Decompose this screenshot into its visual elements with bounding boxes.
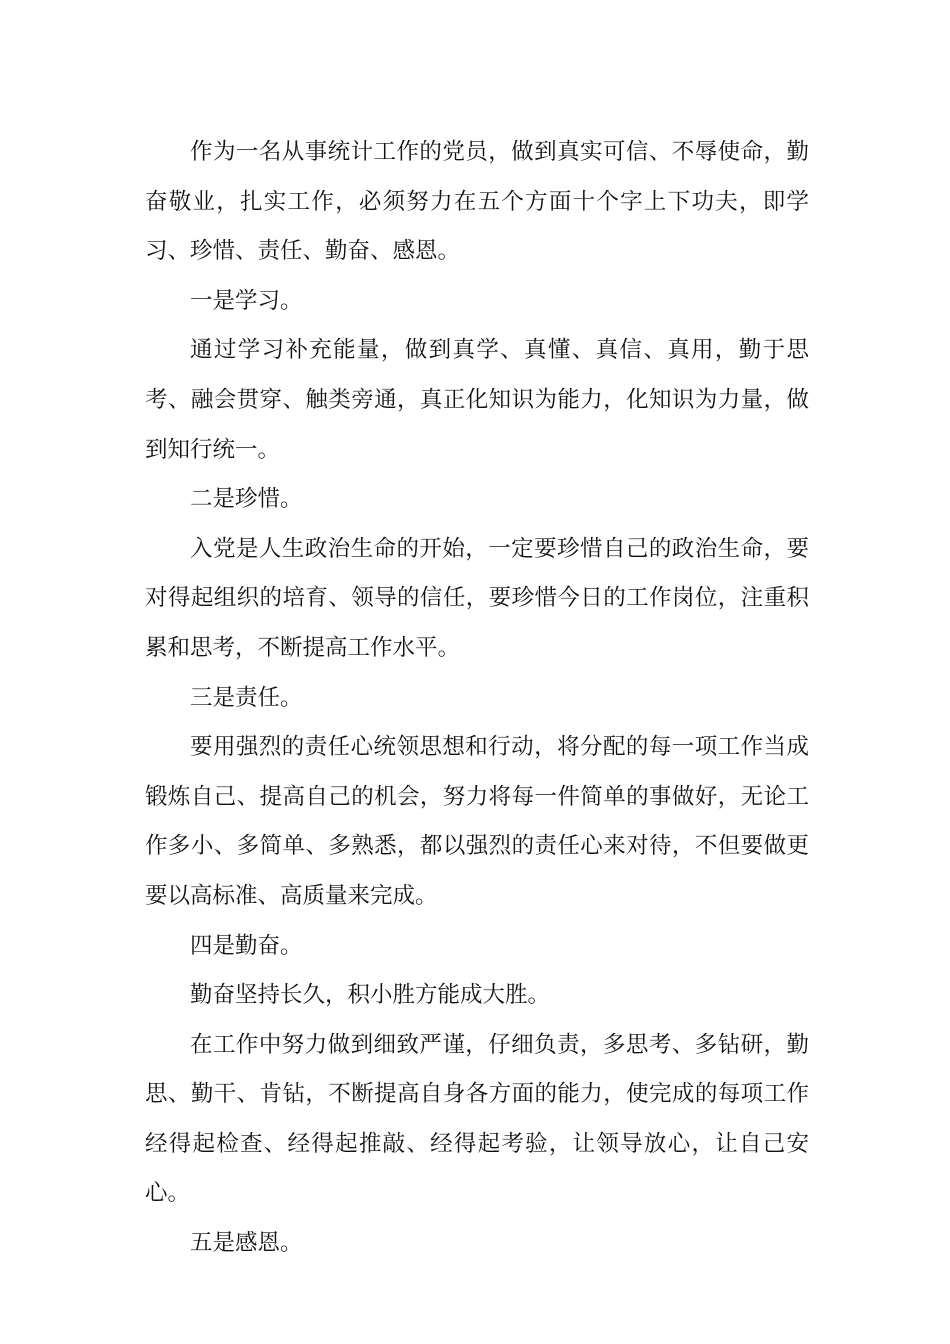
section-heading-diligence: 四是勤奋。: [190, 932, 303, 959]
section-heading-gratitude: 五是感恩。: [190, 1230, 303, 1257]
document-body: [145, 128, 809, 1269]
diligence-paragraph-2: 在工作中努力做到细致严谨，仔细负责，多思考、多钻研，勤思、勤干、肯钻，不断提高自身各方面的能力，使完成的每项工作经得起检查、经得起推敲、经得起考验，让领导放心，让自己安心。: [145, 1031, 809, 1207]
intro-paragraph: 作为一名从事统计工作的党员，做到真实可信、不辱使命，勤奋敬业，扎实工作，必须努力在五个方面十个字上下功夫，即学习、珍惜、责任、勤奋、感恩。: [145, 139, 809, 265]
diligence-paragraph-1: 勤奋坚持长久，积小胜方能成大胜。: [190, 982, 551, 1009]
responsibility-paragraph: 要用强烈的责任心统领思想和行动，将分配的每一项工作当成锻炼自己、提高自己的机会，努力将每一件简单的事做好，无论工作多小、多简单、多熟悉，都以强烈的责任心来对待，不但要做更要以高标准、高质量来完成。: [145, 734, 809, 909]
section-heading-study: 一是学习。: [190, 287, 303, 314]
section-heading-responsibility: 三是责任。: [190, 684, 303, 711]
cherish-paragraph: 入党是人生政治生命的开始，一定要珍惜自己的政治生命，要对得起组织的培育、领导的信任，要珍惜今日的工作岗位，注重积累和思考，不断提高工作水平。: [145, 535, 809, 661]
study-paragraph: 通过学习补充能量，做到真学、真懂、真信、真用，勤于思考、融会贯穿、触类旁通，真正化知识为能力，化知识为力量，做到知行统一。: [145, 337, 809, 463]
section-heading-cherish: 二是珍惜。: [190, 486, 303, 513]
